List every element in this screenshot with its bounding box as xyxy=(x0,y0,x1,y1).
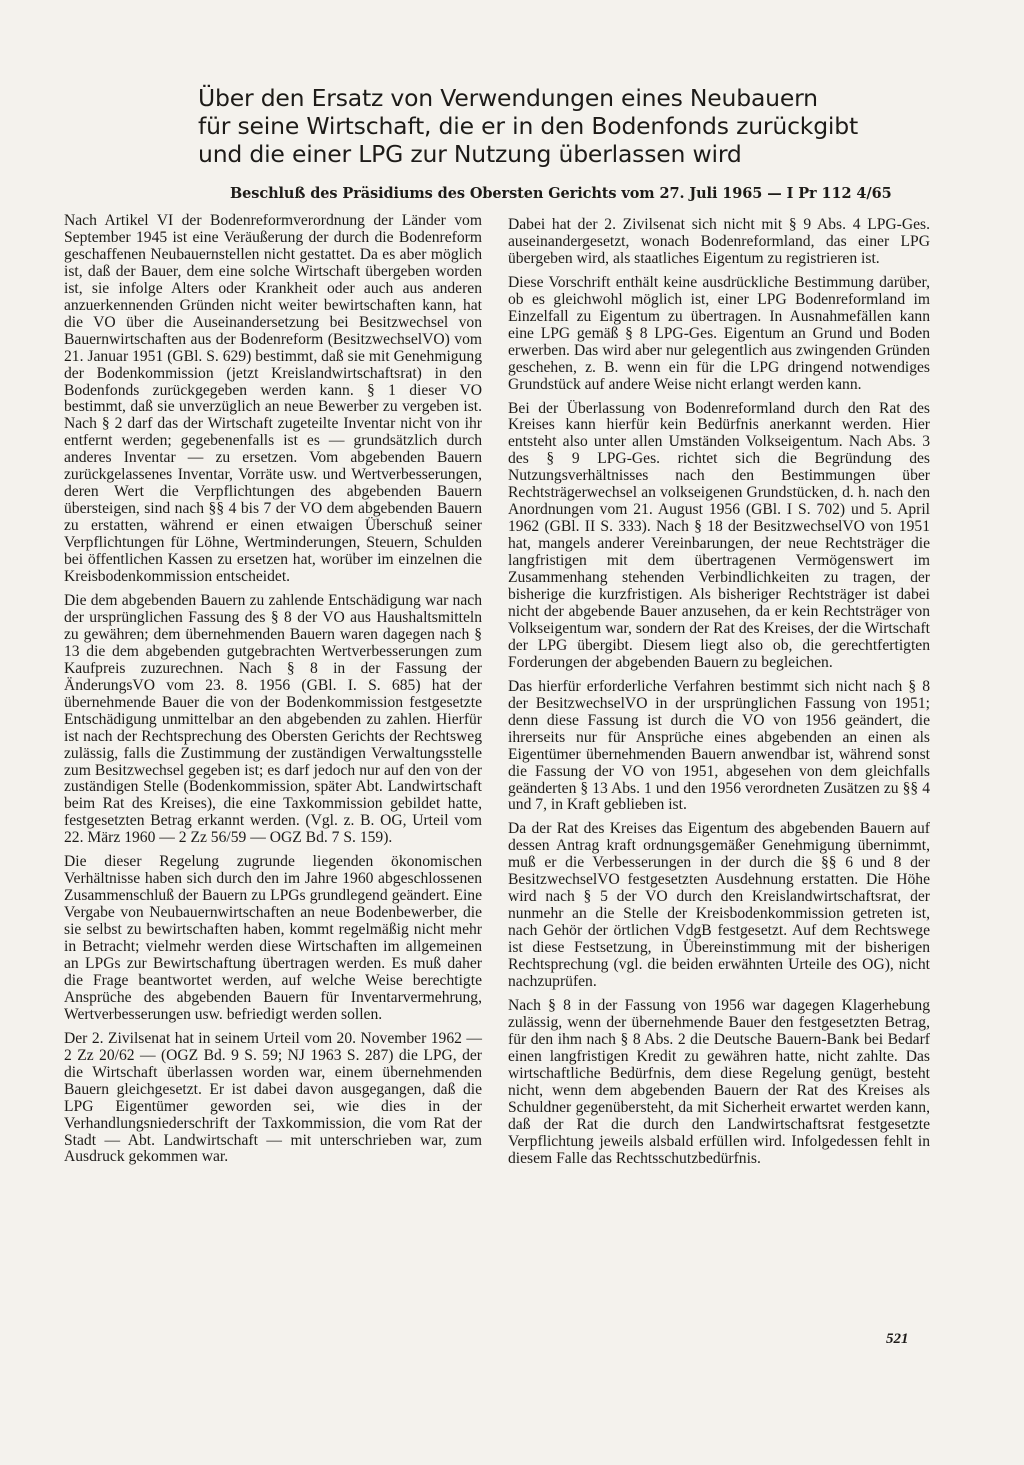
right-column xyxy=(508,217,930,1174)
paragraph: Nach Artikel VI der Bodenreformverordnung der Länder vom September 1945 ist eine Veräußerung der durch die Bodenreform geschaffenen Neubauernstellen nicht gestattet. Da es aber möglich ist, daß der Bauer, dem eine solche Wirtschaft übergeben worden ist, sie infolge Alters oder Krankheit oder auch aus anderen anzuerkennenden Gründen nicht weiter bewirtschaften kann, hat die VO über die Auseinandersetzung bei Besitzwechsel von Bauernwirtschaften aus der Bodenreform (BesitzwechselVO) vom 21. Januar 1951 (GBl. S. 629) bestimmt, daß sie mit Genehmigung der Bodenkommission (jetzt Kreislandwirtschaftsrat) in den Bodenfonds zurückgegeben werden kann. § 1 dieser VO bestimmt, daß sie unverzüglich an neue Bewerber zu vergeben ist. Nach § 2 darf das der Wirtschaft zugeteilte Inventar nicht von ihr entfernt werden; gegebenenfalls ist es — grundsätzlich durch anderes Inventar — zu ersetzen. Vom abgebenden Bauern zurückgelassenes Inventar, Vorräte usw. und Wertverbesserungen, deren Wert die Verpflichtungen des abgebenden Bauern übersteigen, sind nach §§ 4 bis 7 der VO dem abgebenden Bauern zu erstatten, während er einen etwaigen Überschuß seiner Verpflichtungen für Löhne, Wertminderungen, Steuern, Schulden bei öffentlichen Kassen zu ersetzen hat, worüber im einzelnen die Kreisbodenkommission entscheidet. xyxy=(64,212,482,586)
title-line-1: Über den Ersatz von Verwendungen eines Neubauern xyxy=(198,84,818,112)
paragraph: Die dieser Regelung zugrunde liegenden ökonomischen Verhältnisse haben sich durch den im Jahre 1960 abgeschlossenen Zusammenschluß der Bauern zu LPGs grundlegend geändert. Eine Vergabe von Neubauernwirtschaften an neue Bodenbewerber, die sie selbst zu bewirtschaften haben, kommt regelmäßig nicht mehr in Betracht; vielmehr werden diese Wirtschaften im allgemeinen an LPGs zur Bewirtschaftung übertragen werden. Es muß daher die Frage beantwortet werden, auf welche Weise berechtigte Ansprüche des abgebenden Bauern für Inventarvermehrung, Wertverbesserungen usw. befriedigt werden sollen. xyxy=(64,853,482,1023)
paragraph: Das hierfür erforderliche Verfahren bestimmt sich nicht nach § 8 der BesitzwechselVO in der ursprünglichen Fassung von 1951; denn diese Fassung ist durch die VO von 1956 geändert, die ihrerseits nur für Ansprüche eines abgebenden an einen als Eigentümer übernehmenden Bauern anwendbar ist, während sonst die Fassung der VO von 1951, abgesehen von dem gleichfalls geänderten § 13 Abs. 1 und den 1956 verordneten Zusätzen zu §§ 4 und 7, in Kraft geblieben ist. xyxy=(508,677,930,814)
title-line-2: für seine Wirtschaft, die er in den Bodenfonds zurückgibt xyxy=(198,112,858,140)
paragraph: Bei der Überlassung von Bodenreformland durch den Rat des Kreises kann hierfür kein Bedürfnis anerkannt werden. Hier entsteht also unter allen Umständen Volkseigentum. Nach Abs. 3 des § 9 LPG-Ges. richtet sich die Begründung des Nutzungsverhältnisses nach den Bestimmungen über Rechtsträgerwechsel an volkseigenen Grundstücken, d. h. nach den Anordnungen vom 21. August 1956 (GBl. I S. 702) und 5. April 1962 (GBl. II S. 333). Nach § 18 der BesitzwechselVO von 1951 hat, mangels anderer Vereinbarungen, der neue Rechtsträger die langfristigen mit dem übertragenen Vermögenswert im Zusammenhang stehenden Verbindlichkeiten zu tragen, der bisherige die kurzfristigen. Als bisheriger Rechtsträger ist dabei nicht der abgebende Bauer anzusehen, da er kein Rechtsträger von Volkseigentum war, sondern der Rat des Kreises, der die Wirtschaft der LPG übergibt. Diesem liegt also ob, die gerechtfertigten Forderungen der abgebenden Bauern zu begleichen. xyxy=(508,399,930,671)
page-number: 521 xyxy=(886,1331,909,1347)
paragraph: Die dem abgebenden Bauern zu zahlende Entschädigung war nach der ursprünglichen Fassung des § 8 der VO aus Haushaltsmitteln zu gewähren; dem übernehmenden Bauern waren dagegen nach § 13 die dem abgebenden gutgebrachten Wertverbesserungen zum Kaufpreis zuzurechnen. Nach § 8 in der Fassung der ÄnderungsVO vom 23. 8. 1956 (GBl. I. S. 685) hat der übernehmende Bauer die von der Bodenkommission festgesetzte Entschädigung unmittelbar an den abgebenden zu zahlen. Hierfür ist nach der Rechtsprechung des Obersten Gerichts der Rechtsweg zulässig, falls die Zustimmung der zuständigen Verwaltungsstelle zum Besitzwechsel gegeben ist; es darf jedoch nur auf den von der zuständigen Stelle (Bodenkommission, später Abt. Landwirtschaft beim Rat des Kreises), die eine Taxkommission gebildet hatte, festgesetzten Betrag erkannt werden. (Vgl. z. B. OG, Urteil vom 22. März 1960 — 2 Zz 56/59 — OGZ Bd. 7 S. 159). xyxy=(64,591,482,847)
decision-reference: Beschluß des Präsidiums des Obersten Gerichts vom 27. Juli 1965 — I Pr 112 4/65 xyxy=(230,185,892,202)
paragraph: Nach § 8 in der Fassung von 1956 war dagegen Klagerhebung zulässig, wenn der übernehmende Bauer den festgesetzten Betrag, für den ihm nach § 8 Abs. 2 die Deutsche Bauern-Bank bei Bedarf einen langfristigen Kredit zu gewähren hatte, nicht zahlte. Das wirtschaftliche Bedürfnis, dem diese Regelung genügt, besteht nicht, wenn dem abgebenden Bauern der Rat des Kreises als Schuldner gegenübersteht, da mit Sicherheit erwartet werden kann, daß der Rat die durch den Landwirtschaftsrat festgesetzte Verpflichtung jeweils alsbald erfüllen wird. Infolgedessen fehlt in diesem Falle das Rechtsschutzbedürfnis. xyxy=(508,996,930,1167)
title-line-3: und die einer LPG zur Nutzung überlassen wird xyxy=(198,140,742,168)
paragraph: Dabei hat der 2. Zivilsenat sich nicht mit § 9 Abs. 4 LPG-Ges. auseinandergesetzt, wonach Bodenreformland, das einer LPG übergeben wird, als staatliches Eigentum zu registrieren ist. xyxy=(508,216,930,267)
left-column xyxy=(64,213,482,1173)
paragraph: Diese Vorschrift enthält keine ausdrückliche Bestimmung darüber, ob es gleichwohl möglich ist, einer LPG Bodenreformland im Einzelfall zu Eigentum zu übertragen. In Ausnahmefällen kann eine LPG gemäß § 8 LPG-Ges. Eigentum an Grund und Boden erwerben. Das wird aber nur gelegentlich aus zwingenden Gründen geschehen, z. B. wenn ein für die LPG dringend notwendiges Grundstück auf andere Weise nicht erlangt werden kann. xyxy=(508,273,930,393)
paragraph: Da der Rat des Kreises das Eigentum des abgebenden Bauern auf dessen Antrag kraft ordnungsgemäßer Genehmigung übernimmt, muß er die Verbesserungen in der durch die §§ 6 und 8 der BesitzwechselVO festgesetzten Ausdehnung erstatten. Die Höhe wird nach § 5 der VO durch den Kreislandwirtschaftsrat, der nunmehr an die Stelle der Kreisbodenkommission getreten ist, nach Gehör der örtlichen VdgB festgesetzt. Auf dem Rechtswege ist diese Festsetzung, in Übereinstimmung mit der bisherigen Rechtsprechung (vgl. die beiden erwähnten Urteile des OG), nicht nachzuprüfen. xyxy=(508,820,930,990)
paragraph: Der 2. Zivilsenat hat in seinem Urteil vom 20. November 1962 — 2 Zz 20/62 — (OGZ Bd. 9 S. 59; NJ 1963 S. 287) die LPG, der die Wirtschaft überlassen worden war, einem übernehmenden Bauern gleichgesetzt. Er ist dabei davon ausgegangen, daß die LPG Eigentümer geworden sei, wie dies in der Verhandlungsniederschrift der Taxkommission, die vom Rat der Stadt — Abt. Landwirtschaft — mit unterschrieben war, zum Ausdruck gekommen war. xyxy=(64,1029,482,1166)
article-title xyxy=(198,84,858,168)
